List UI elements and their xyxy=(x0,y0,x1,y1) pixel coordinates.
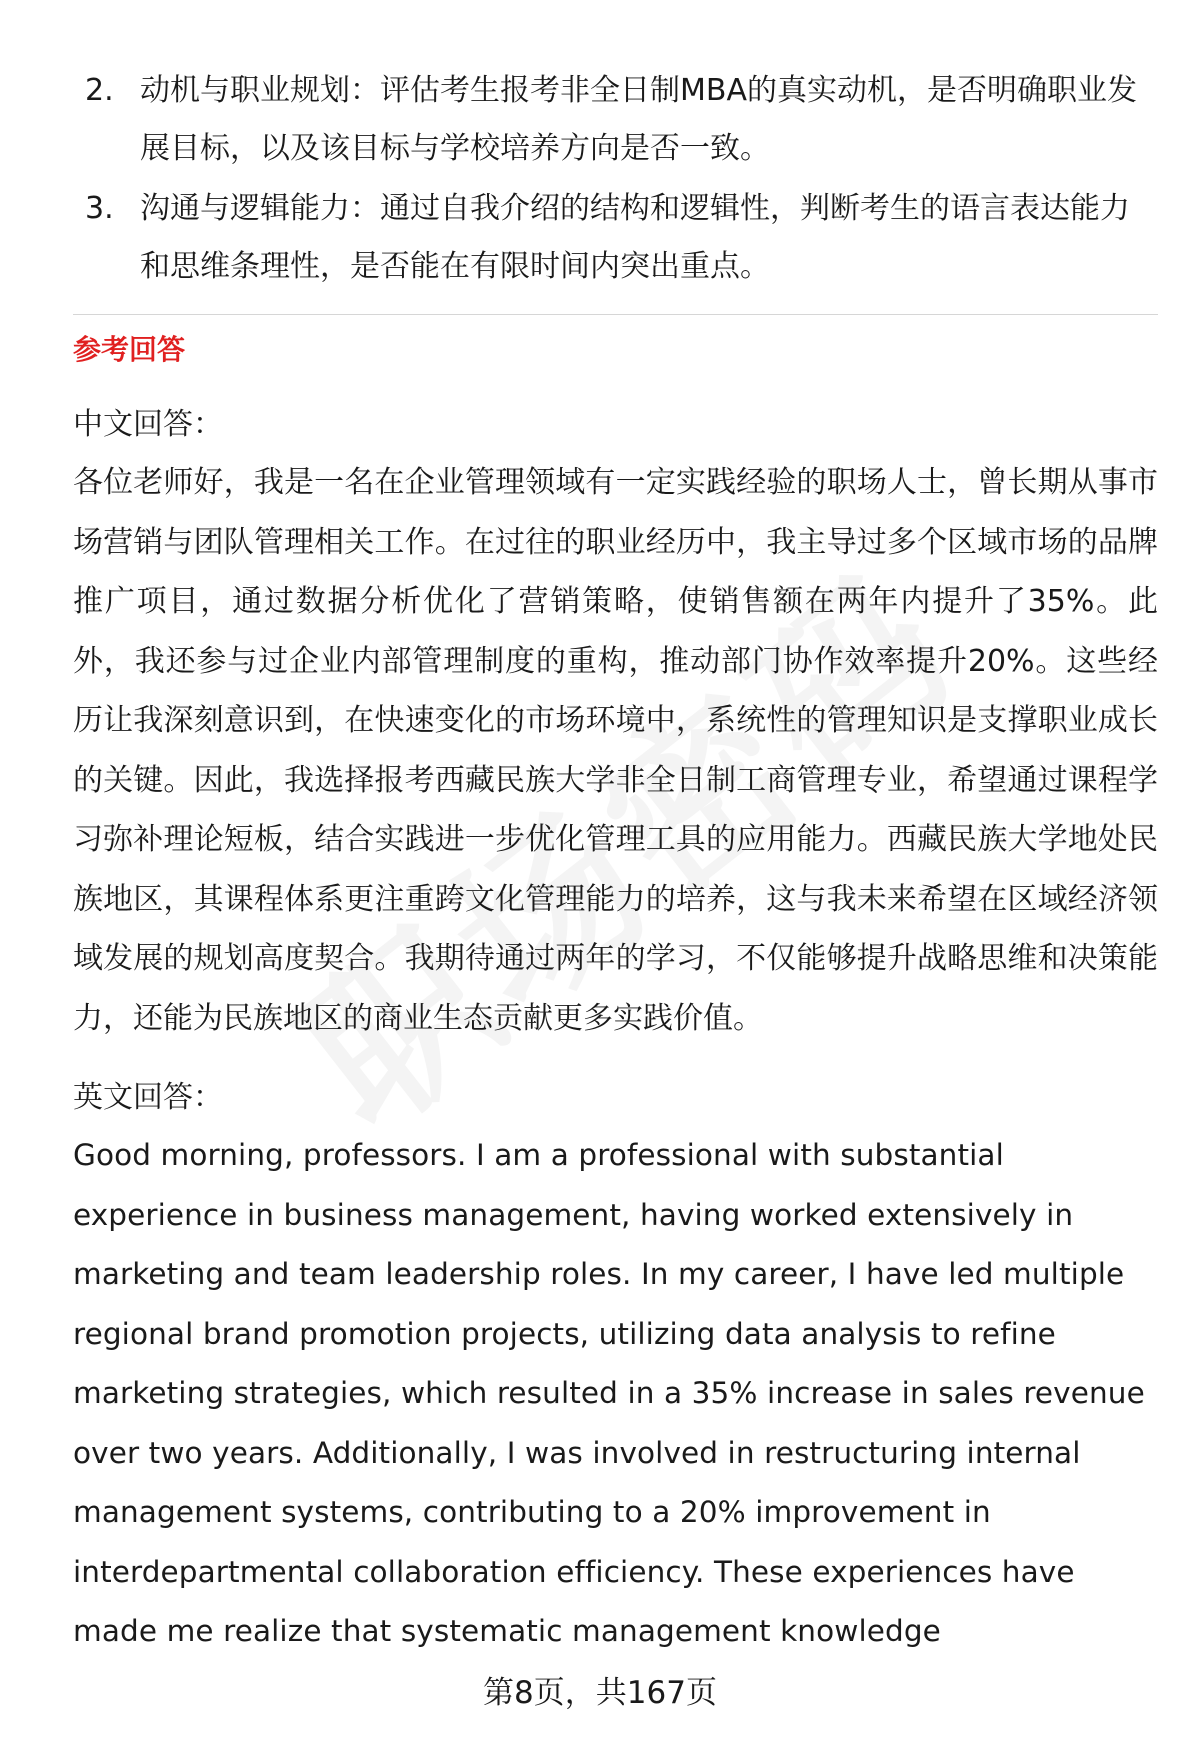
english-answer-text: Good morning, professors. I am a professional with substantial experience in business management, having worked extensively in marketing and team leadership roles. In my career, I have led multiple regional brand promotion projects, utilizing data analysis to refine marketing strategies, which resulted in a 35% increase in sales revenue over two years. Additionally, I was involved in restructuring internal management systems, contributing to a 20% improvement in interdepartmental collaboration efficiency. These experiences have made me realize that systematic management knowledge xyxy=(73,1138,1145,1648)
page-content xyxy=(73,62,1158,1662)
page-number-footer: 第8页，共167页 xyxy=(483,1675,717,1711)
english-answer-label: 英文回答： xyxy=(73,1080,223,1115)
spacer xyxy=(73,1048,1158,1074)
section-divider xyxy=(73,314,1158,315)
criteria-list xyxy=(73,62,1158,296)
list-item-text: 沟通与逻辑能力：通过自我介绍的结构和逻辑性，判断考生的语言表达能力和思维条理性，是否能在有限时间内突出重点。 xyxy=(140,191,1130,284)
list-item-number: 2. xyxy=(85,73,114,108)
section-title: 参考回答 xyxy=(73,333,186,366)
list-item-text: 动机与职业规划：评估考生报考非全日制MBA的真实动机，是否明确职业发展目标，以及该目标与学校培养方向是否一致。 xyxy=(140,73,1137,166)
chinese-answer-label: 中文回答： xyxy=(73,407,223,442)
chinese-answer-text: 各位老师好，我是一名在企业管理领域有一定实践经验的职场人士，曾长期从事市场营销与团队管理相关工作。在过往的职业经历中，我主导过多个区域市场的品牌推广项目，通过数据分析优化了营销策略，使销售额在两年内提升了35%。此外，我还参与过企业内部管理制度的重构，推动部门协作效率提升20%。这些经历让我深刻意识到，在快速变化的市场环境中，系统性的管理知识是支撑职业成长的关键。因此，我选择报考西藏民族大学非全日制工商管理专业，希望通过课程学习弥补理论短板，结合实践进一步优化管理工具的应用能力。西藏民族大学地处民族地区，其课程体系更注重跨文化管理能力的培养，这与我未来希望在区域经济领域发展的规划高度契合。我期待通过两年的学习，不仅能够提升战略思维和决策能力，还能为民族地区的商业生态贡献更多实践价值。 xyxy=(73,465,1158,1036)
list-item xyxy=(73,62,1158,178)
list-item xyxy=(73,180,1158,296)
list-item-number: 3. xyxy=(85,191,114,226)
